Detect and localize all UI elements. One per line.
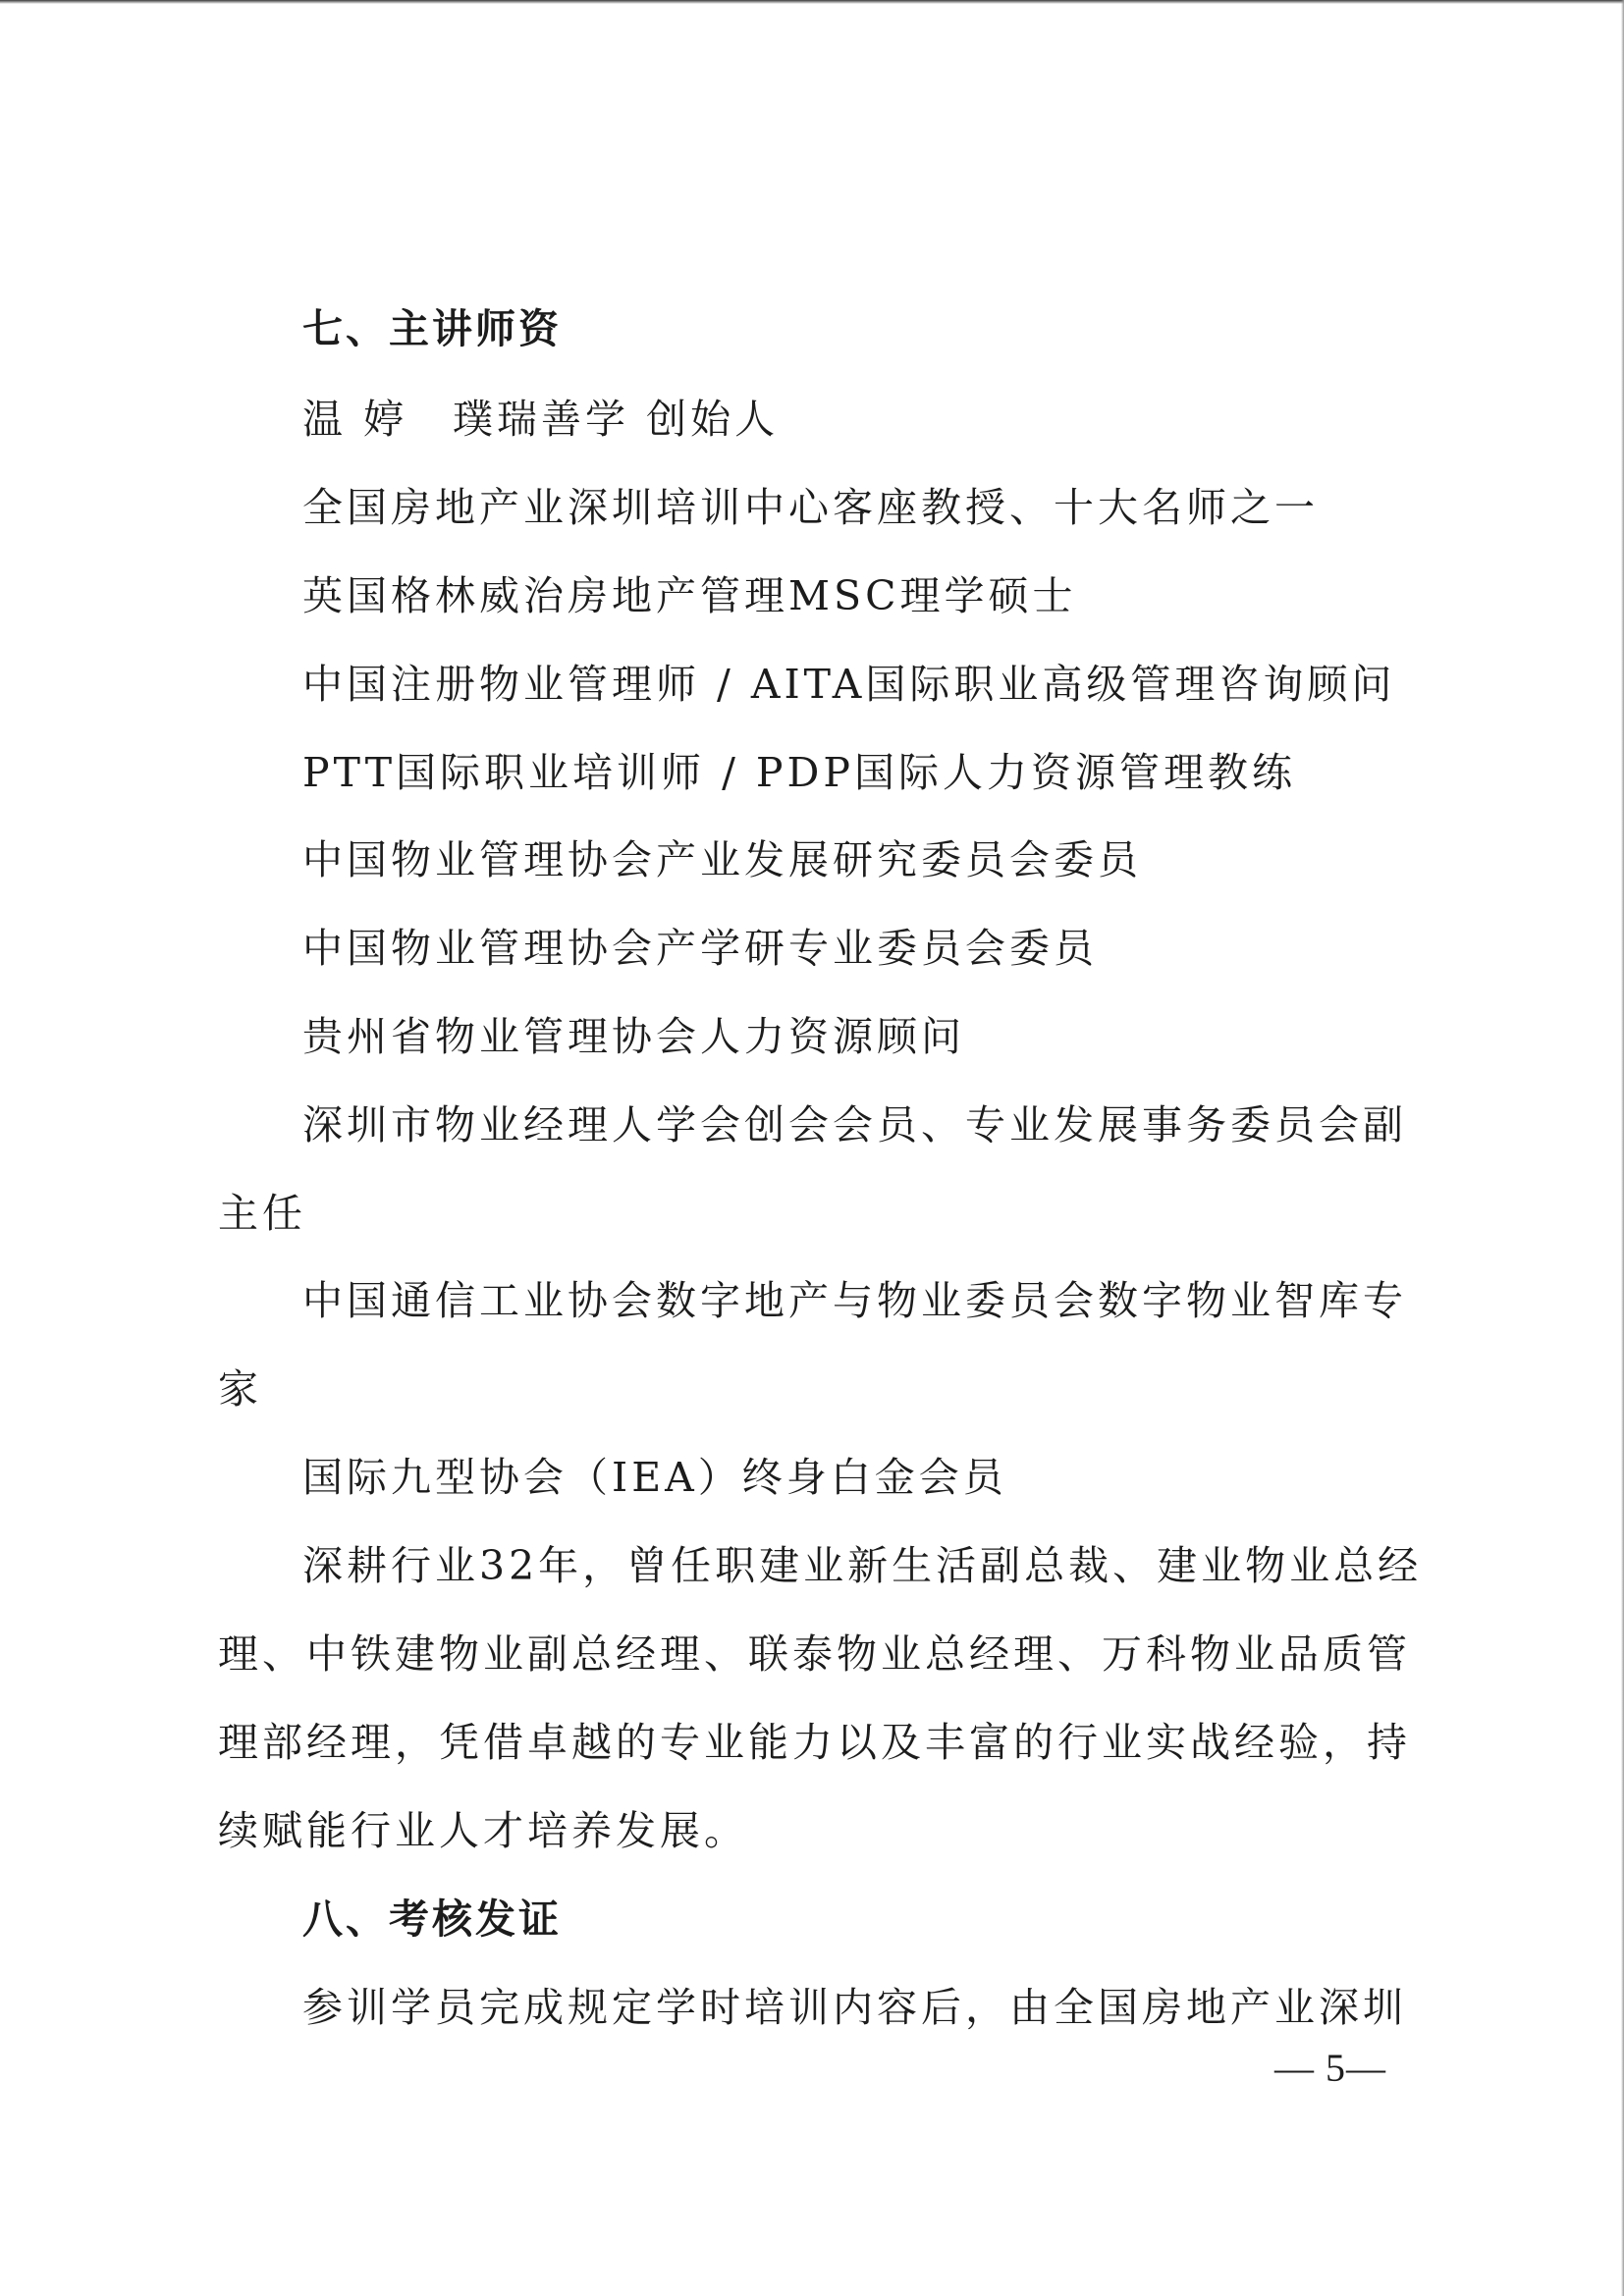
page-number: — 5— bbox=[1274, 2046, 1386, 2090]
credential-line: 全国房地产业深圳培训中心客座教授、十大名师之一 bbox=[302, 484, 1319, 531]
credential-line: 中国通信工业协会数字地产与物业委员会数字物业智库专 bbox=[302, 1277, 1407, 1324]
credential-line: PTT国际职业培训师 / PDP国际人力资源管理教练 bbox=[302, 749, 1296, 796]
section-8-heading: 八、考核发证 bbox=[302, 1896, 562, 1943]
instructor-line bbox=[302, 390, 779, 449]
bio-line: 理部经理，凭借卓越的专业能力以及丰富的行业实战经验，持 bbox=[218, 1719, 1411, 1766]
credential-line: 贵州省物业管理协会人力资源顾问 bbox=[302, 1013, 965, 1060]
section-7-heading: 七、主讲师资 bbox=[302, 305, 562, 352]
scan-edge-top bbox=[0, 0, 1624, 4]
credential-line: 国际九型协会（IEA）终身白金会员 bbox=[302, 1454, 1007, 1501]
credential-line-continuation: 家 bbox=[218, 1365, 262, 1413]
section-8-paragraph: 参训学员完成规定学时培训内容后，由全国房地产业深圳 bbox=[302, 1984, 1407, 2031]
credential-line: 深圳市物业经理人学会创会会员、专业发展事务委员会副 bbox=[302, 1101, 1407, 1148]
credential-line: 英国格林威治房地产管理MSC理学硕士 bbox=[302, 572, 1077, 619]
bio-line: 续赋能行业人才培养发展。 bbox=[218, 1807, 748, 1854]
bio-line: 深耕行业32年，曾任职建业新生活副总裁、建业物业总经 bbox=[302, 1542, 1423, 1589]
credential-line: 中国物业管理协会产学研专业委员会委员 bbox=[302, 925, 1098, 972]
credential-line: 中国注册物业管理师 / AITA国际职业高级管理咨询顾问 bbox=[302, 661, 1396, 708]
bio-line: 理、中铁建物业副总经理、联泰物业总经理、万科物业品质管 bbox=[218, 1630, 1411, 1678]
credential-line: 中国物业管理协会产业发展研究委员会委员 bbox=[302, 836, 1142, 883]
instructor-title: 璞瑞善学 创始人 bbox=[453, 396, 780, 443]
instructor-name: 温 婷 bbox=[302, 396, 408, 443]
credential-line-continuation: 主任 bbox=[218, 1190, 306, 1237]
